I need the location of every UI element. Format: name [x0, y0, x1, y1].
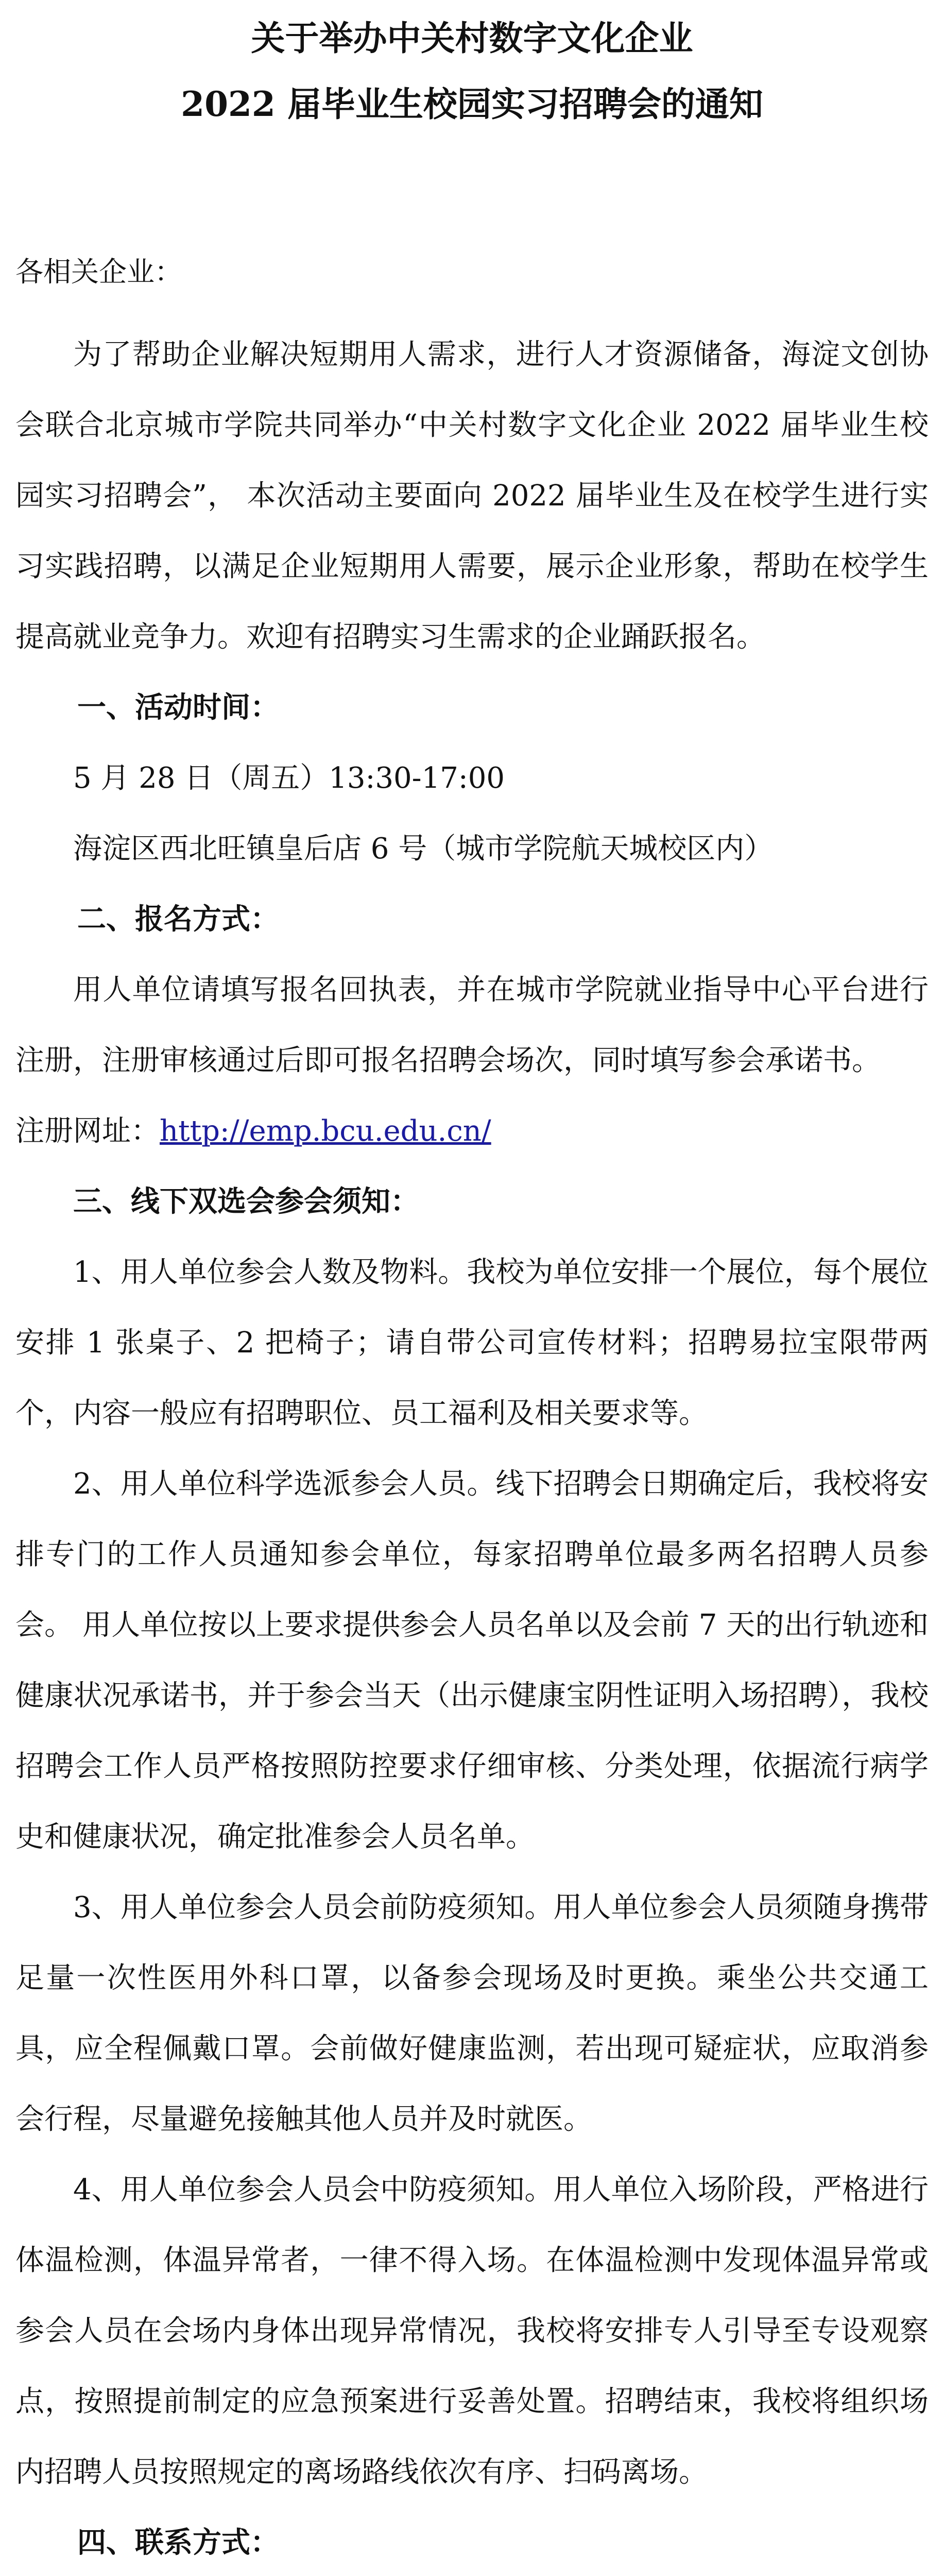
section4-heading: 四、联系方式： [77, 2526, 279, 2560]
event-time: 5 月 28 日（周五）13:30-17:00 [73, 761, 505, 795]
title-line-2: 2022 届毕业生校园实习招聘会的通知 [181, 84, 763, 124]
event-place: 海淀区西北旺镇皇后店 6 号（城市学院航天城校区内） [73, 832, 774, 866]
registration-text: 用人单位请填写报名回执表，并在城市学院就业指导中心平台进行注册，注册审核通过后即可报名招聘会场次，同时填写参会承诺书。 [15, 973, 929, 1077]
section1-heading: 一、活动时间： [77, 690, 279, 724]
section3-heading: 三、线下双选会参会须知： [73, 1184, 419, 1218]
notice-item-4: 4、用人单位参会人员会中防疫须知。用人单位入场阶段，严格进行体温检测，体温异常者，一律不得入场。在体温检测中发现体温异常或参会人员在会场内身体出现异常情况，我校将安排专人引导至专设观察点，按照提前制定的应急预案进行妥善处置。招聘结束，我校将组织场内招聘人员按照规定的离场路线依次有序、扫码离场。 [15, 2173, 929, 2489]
notice-item-1: 1、用人单位参会人数及物料。我校为单位安排一个展位，每个展位安排 1 张桌子、2 把椅子；请自带公司宣传材料；招聘易拉宝限带两个，内容一般应有招聘职位、员工福利及相关要求等。 [15, 1256, 929, 1430]
notice-item-2: 2、用人单位科学选派参会人员。线下招聘会日期确定后，我校将安排专门的工作人员通知参会单位，每家招聘单位最多两名招聘人员参会。 用人单位按以上要求提供参会人员名单以及会前 7 天的出行轨迹和健康状况承诺书，并于参会当天（出示健康宝阴性证明入场招聘），我校招聘会工作人员严格按照防控要求仔细审核、分类处理，依据流行病学史和健康状况，确定批准参会人员名单。 [15, 1467, 929, 1854]
notice-item-3: 3、用人单位参会人员会前防疫须知。用人单位参会人员须随身携带足量一次性医用外科口罩，以备参会现场及时更换。乘坐公共交通工具，应全程佩戴口罩。会前做好健康监测，若出现可疑症状，应取消参会行程，尽量避免接触其他人员并及时就医。 [15, 1891, 929, 2136]
registration-link[interactable]: http://emp.bcu.edu.cn/ [160, 1114, 491, 1148]
section2-heading: 二、报名方式： [77, 902, 279, 936]
salutation: 各相关企业： [15, 256, 182, 288]
title-line-1: 关于举办中关村数字文化企业 [251, 18, 693, 58]
registration-url-line [15, 1096, 929, 1166]
url-label: 注册网址： [15, 1114, 160, 1148]
intro-paragraph: 为了帮助企业解决短期用人需求，进行人才资源储备，海淀文创协会联合北京城市学院共同举办“中关村数字文化企业 2022 届毕业生校园实习招聘会”， 本次活动主要面向 2022 届毕业生及在校学生进行实习实践招聘，以满足企业短期用人需要，展示企业形象，帮助在校学生提高就业竞争力。欢迎有招聘实习生需求的企业踊跃报名。 [15, 338, 929, 654]
body [15, 319, 929, 2576]
document-title [15, 0, 929, 137]
